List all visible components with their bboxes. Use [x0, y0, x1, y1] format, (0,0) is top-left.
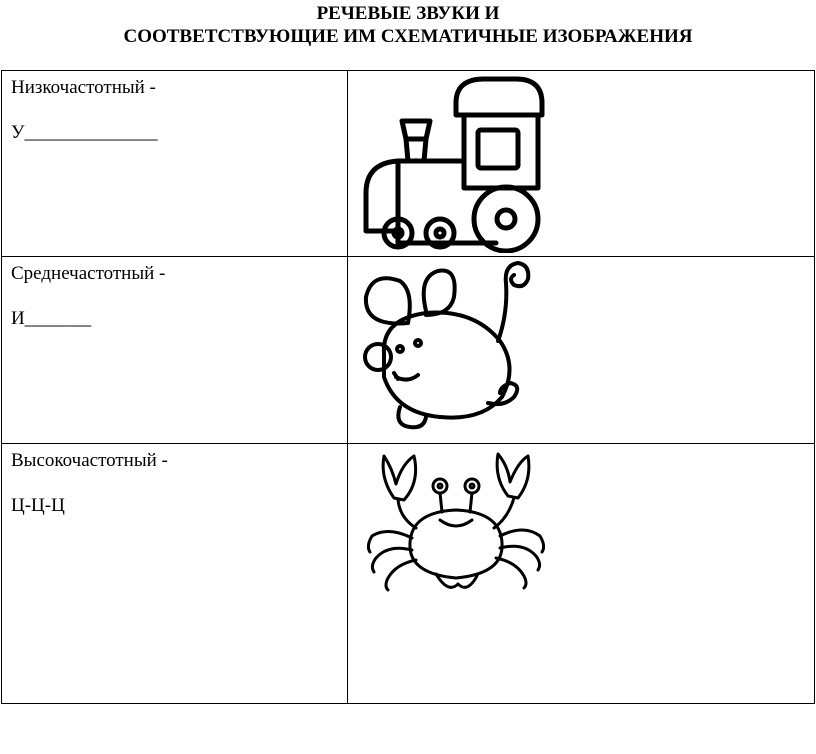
sound-label: Ц-Ц-Ц	[11, 494, 65, 516]
picture-cell-low	[348, 71, 815, 257]
sounds-table	[1, 70, 815, 704]
frequency-label: Среднечастотный -	[11, 263, 166, 285]
picture-cell-high	[348, 443, 815, 703]
table-row-low	[2, 71, 815, 257]
title-line-2: СООТВЕТСТВУЮЩИЕ ИМ СХЕМАТИЧНЫЕ ИЗОБРАЖЕНИЯ	[123, 26, 693, 47]
label-cell-low	[2, 71, 348, 257]
frequency-label: Низкочастотный -	[11, 77, 156, 98]
frequency-label: Высокочастотный -	[11, 449, 168, 471]
mouse-icon	[354, 257, 534, 443]
train-icon	[356, 73, 556, 253]
table-row-mid	[2, 257, 815, 443]
table-row-high	[2, 443, 815, 703]
page-title	[0, 2, 816, 48]
sound-label: И_______	[11, 308, 92, 330]
label-cell-mid	[2, 257, 348, 443]
title-line-1: РЕЧЕВЫЕ ЗВУКИ И	[316, 3, 500, 24]
label-cell-high	[2, 443, 348, 703]
sound-label: У______________	[11, 122, 158, 143]
picture-cell-mid	[348, 257, 815, 443]
crab-icon	[358, 448, 558, 618]
